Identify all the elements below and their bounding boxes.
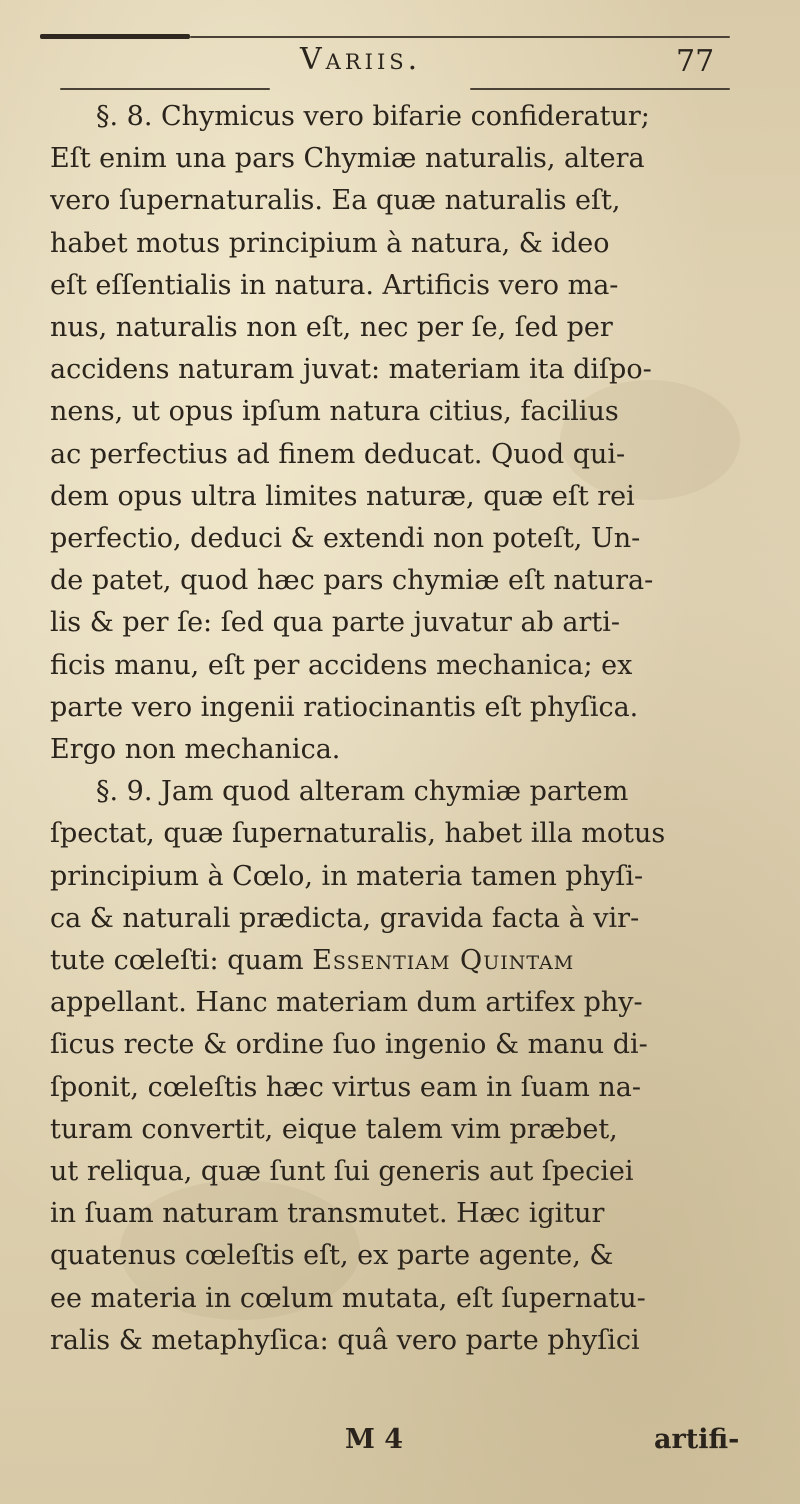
line-text: eſt eſſentialis in natura. Artificis vero ma- — [50, 269, 619, 301]
line-text: Ergo non mechanica. — [50, 734, 341, 766]
text-line — [50, 771, 760, 813]
line-text: appellant. Hanc materiam dum artifex phy- — [50, 987, 643, 1019]
signature-mark: M 4 — [345, 1424, 404, 1455]
text-line — [50, 265, 760, 307]
line-text: ſpectat, quæ ſupernaturalis, habet illa motus — [50, 818, 666, 850]
text-line — [50, 856, 760, 898]
small-caps-term: Essentiam Quintam — [312, 945, 575, 977]
text-line — [50, 602, 760, 644]
text-line — [50, 940, 760, 982]
line-text: principium à Cœlo, in materia tamen phyſi- — [50, 860, 644, 892]
body-text — [50, 96, 760, 1362]
line-text: tute cœleſti: quam — [50, 945, 304, 977]
page-footer — [0, 1424, 800, 1468]
line-text: ficis manu, eſt per accidens mechanica; ex — [50, 649, 633, 681]
header-underline-left — [60, 88, 270, 90]
text-line — [50, 96, 760, 138]
page-number: 77 — [676, 44, 715, 79]
text-line — [50, 223, 760, 265]
text-line — [50, 1320, 760, 1362]
line-text: lis & per ſe: ſed qua parte juvatur ab arti- — [50, 607, 621, 639]
running-head — [0, 42, 800, 90]
text-line — [50, 1067, 760, 1109]
text-line — [50, 729, 760, 771]
line-text: ca & naturali prædicta, gravida facta à vir- — [50, 902, 640, 934]
text-line — [50, 898, 760, 940]
line-text: ut reliqua, quæ ſunt ſui generis aut ſpeciei — [50, 1156, 634, 1188]
text-line — [50, 518, 760, 560]
text-line — [50, 645, 760, 687]
line-text: parte vero ingenii ratiocinantis eſt phyſica. — [50, 691, 639, 723]
line-text: perfectio, deduci & extendi non poteſt, Un- — [50, 523, 641, 555]
line-text: vero ſupernaturalis. Ea quæ naturalis eſt, — [50, 185, 621, 217]
text-line — [50, 1109, 760, 1151]
line-text: nens, ut opus ipſum natura citius, facilius — [50, 396, 619, 428]
line-text: §. 8. Chymicus vero bifarie confideratur; — [96, 101, 650, 132]
text-line — [50, 349, 760, 391]
header-underline-right — [470, 88, 730, 90]
text-line — [50, 307, 760, 349]
catchword: artifi- — [654, 1424, 740, 1455]
line-text: de patet, quod hæc pars chymiæ eſt natura- — [50, 565, 654, 597]
line-text: turam convertit, eique talem vim præbet, — [50, 1113, 618, 1145]
line-text: ſponit, cœleſtis hæc virtus eam in ſuam na- — [50, 1071, 642, 1103]
text-line — [50, 982, 760, 1024]
line-text: §. 9. Jam quod alteram chymiæ partem — [96, 776, 629, 808]
line-text: ee materia in cœlum mutata, eſt ſupernatu- — [50, 1282, 646, 1314]
line-text: in ſuam naturam transmutet. Hæc igitur — [50, 1198, 605, 1230]
line-text: ralis & metaphyſica: quâ vero parte phyſici — [50, 1324, 640, 1356]
text-line — [50, 391, 760, 433]
line-text: Eſt enim una pars Chymiæ naturalis, altera — [50, 143, 645, 175]
text-line — [50, 434, 760, 476]
line-text: dem opus ultra limites naturæ, quæ eſt rei — [50, 480, 635, 512]
line-text: nus, naturalis non eſt, nec per ſe, ſed per — [50, 312, 613, 344]
text-line — [50, 1151, 760, 1193]
line-text: ac perfectius ad finem deducat. Quod qui- — [50, 438, 626, 470]
header-rule-thin — [190, 36, 730, 38]
text-line — [50, 138, 760, 180]
text-line — [50, 813, 760, 855]
line-text: quatenus cœleſtis eſt, ex parte agente, & — [50, 1240, 614, 1272]
running-title: Variis. — [300, 42, 422, 77]
line-text: accidens naturam juvat: materiam ita diſpo- — [50, 354, 652, 386]
header-rule-thick — [40, 34, 190, 39]
text-line — [50, 180, 760, 222]
text-line — [50, 687, 760, 729]
text-line — [50, 476, 760, 518]
text-line — [50, 1278, 760, 1320]
text-line — [50, 1193, 760, 1235]
text-line — [50, 1024, 760, 1066]
line-text: habet motus principium à natura, & ideo — [50, 227, 610, 259]
text-line — [50, 560, 760, 602]
line-text: ſicus recte & ordine ſuo ingenio & manu di- — [50, 1029, 648, 1061]
text-line — [50, 1235, 760, 1277]
